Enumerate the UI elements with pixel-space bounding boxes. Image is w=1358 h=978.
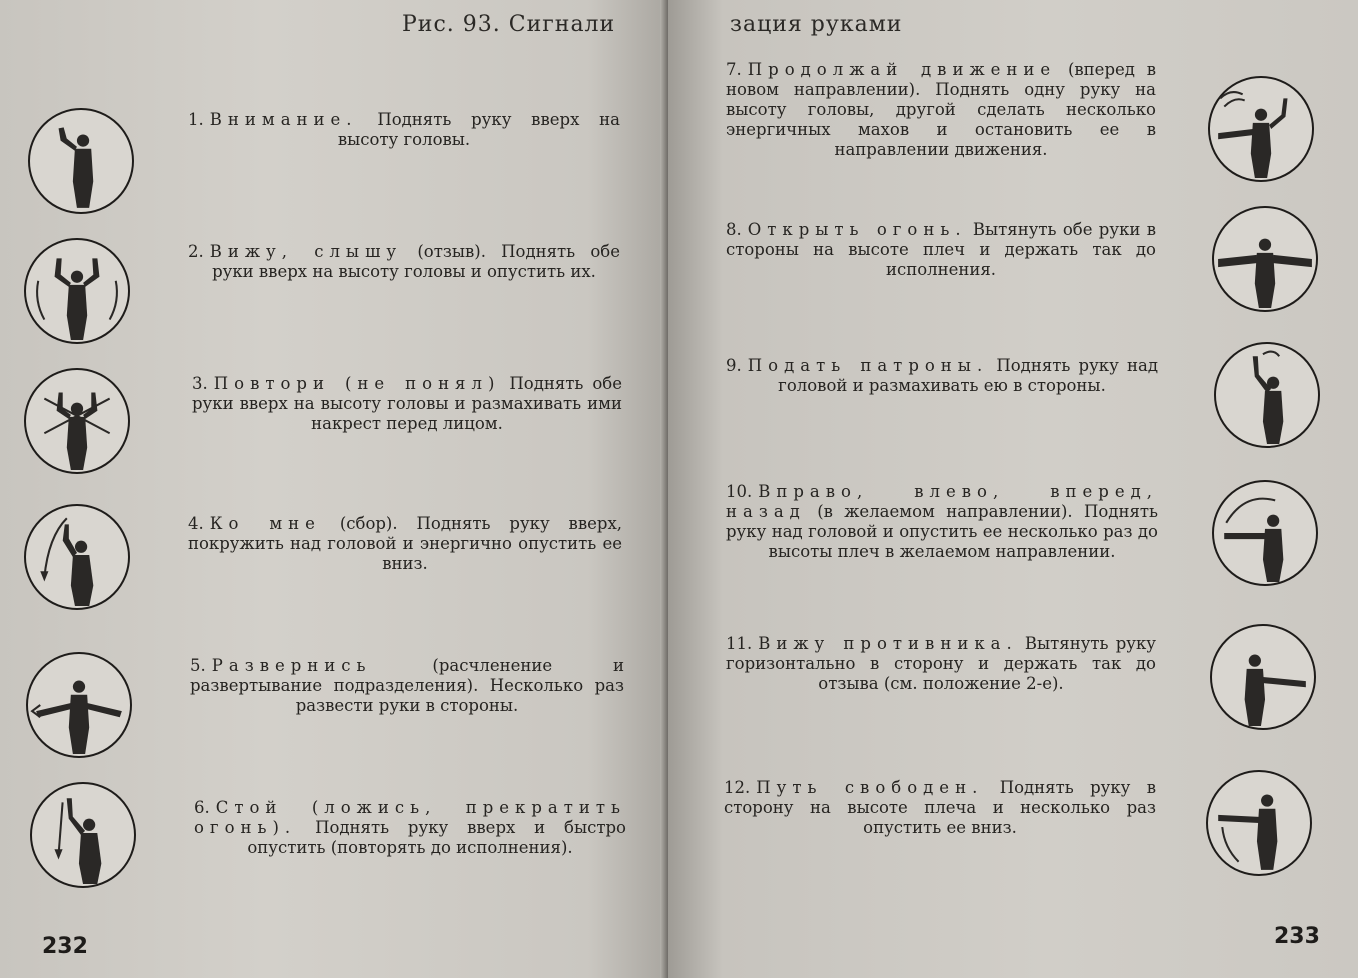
signal-12-description: Поднять руку в сторону на высоте плеча и несколько раз опустить ее вниз.: [724, 778, 1157, 837]
signal-7-text: [726, 60, 1156, 160]
signal-10-description: (в желаемом направлении). Поднять руку над головой и опустить ее несколько раз до высоты плеч в желаемом направлении.: [726, 502, 1158, 561]
signal-9-description: Поднять руку над головой и размахивать ею в стороны.: [778, 356, 1158, 395]
signal-2-text: [188, 242, 620, 282]
signal-5-figure-icon: [26, 652, 132, 758]
signal-6-description: Поднять руку вверх и быстро опустить (повторять до исполнения).: [247, 818, 626, 857]
signal-12-figure-icon: [1206, 770, 1312, 876]
signal-8-term: Открыть огонь.: [747, 220, 967, 239]
signal-2-number: 2.: [188, 242, 204, 261]
signal-6-text: [194, 798, 626, 858]
page-number-right: 233: [1274, 924, 1320, 949]
signal-10-term: Вправо, влево, вперед, назад: [726, 482, 1158, 521]
signal-10-text: [726, 482, 1158, 562]
signal-2-figure-icon: [24, 238, 130, 344]
page-number-left: 232: [42, 934, 88, 959]
signal-3-figure-icon: [24, 368, 130, 474]
signal-4-description: (сбор). Поднять руку вверх, покружить над головой и энергично опустить ее вниз.: [188, 514, 623, 573]
signal-3-term: Повтори (не понял): [213, 374, 501, 393]
signal-6-term: Стой (ложись, прекратить огонь).: [194, 798, 626, 837]
signal-7-description: (вперед в новом направлении). Поднять одну руку на высоту головы, другой сделать несколько энергичных махов и остановить ее в направлении движения.: [726, 60, 1156, 159]
signal-11-figure-icon: [1210, 624, 1316, 730]
signal-8-text: [726, 220, 1156, 280]
signal-5-description: (расчленение и развертывание подразделения). Несколько раз развести руки в стороны.: [190, 656, 624, 715]
signal-9-text: [726, 356, 1158, 396]
signal-7-figure-icon: [1208, 76, 1314, 182]
signal-11-term: Вижу противника.: [758, 634, 1018, 653]
signal-7-term: Продолжай движение: [747, 60, 1057, 79]
running-head-left: Рис. 93. Сигнали: [402, 12, 616, 37]
signal-12-number: 12.: [724, 778, 751, 797]
signal-4-number: 4.: [188, 514, 204, 533]
signal-7-number: 7.: [726, 60, 742, 79]
running-head-right: зация руками: [730, 12, 903, 37]
signal-1-figure-icon: [28, 108, 134, 214]
signal-8-number: 8.: [726, 220, 742, 239]
signal-6-number: 6.: [194, 798, 210, 817]
left-page: [0, 0, 668, 978]
signal-12-text: [724, 778, 1156, 838]
signal-8-description: Вытянуть обе руки в стороны на высоте плеч и держать так до исполнения.: [726, 220, 1156, 279]
signal-3-description: Поднять обе руки вверх на высоту головы и размахивать ими накрест перед лицом.: [192, 374, 622, 433]
signal-1-term: Внимание.: [209, 110, 358, 129]
signal-4-figure-icon: [24, 504, 130, 610]
signal-3-number: 3.: [192, 374, 208, 393]
signal-10-number: 10.: [726, 482, 753, 501]
signal-1-description: Поднять руку вверх на высоту головы.: [337, 110, 620, 149]
signal-1-text: [188, 110, 620, 150]
signal-5-term: Развернись: [211, 656, 372, 675]
right-page: [668, 0, 1358, 978]
signal-2-term: Вижу, слышу: [209, 242, 403, 261]
signal-3-text: [192, 374, 622, 434]
signal-8-figure-icon: [1212, 206, 1318, 312]
signal-4-text: [188, 514, 622, 574]
signal-11-number: 11.: [726, 634, 753, 653]
signal-2-description: (отзыв). Поднять обе руки вверх на высоту головы и опустить их.: [212, 242, 620, 281]
signal-11-text: [726, 634, 1156, 694]
signal-9-term: Подать патроны.: [747, 356, 989, 375]
signal-4-term: Ко мне: [209, 514, 321, 533]
signal-5-text: [190, 656, 624, 716]
signal-6-figure-icon: [30, 782, 136, 888]
signal-1-number: 1.: [188, 110, 204, 129]
signal-9-number: 9.: [726, 356, 742, 375]
signal-5-number: 5.: [190, 656, 206, 675]
signal-9-figure-icon: [1214, 342, 1320, 448]
signal-10-figure-icon: [1212, 480, 1318, 586]
signal-11-description: Вытянуть руку горизонтально в сторону и держать так до отзыва (см. положение 2-е).: [726, 634, 1156, 693]
signal-12-term: Путь свободен.: [756, 778, 984, 797]
